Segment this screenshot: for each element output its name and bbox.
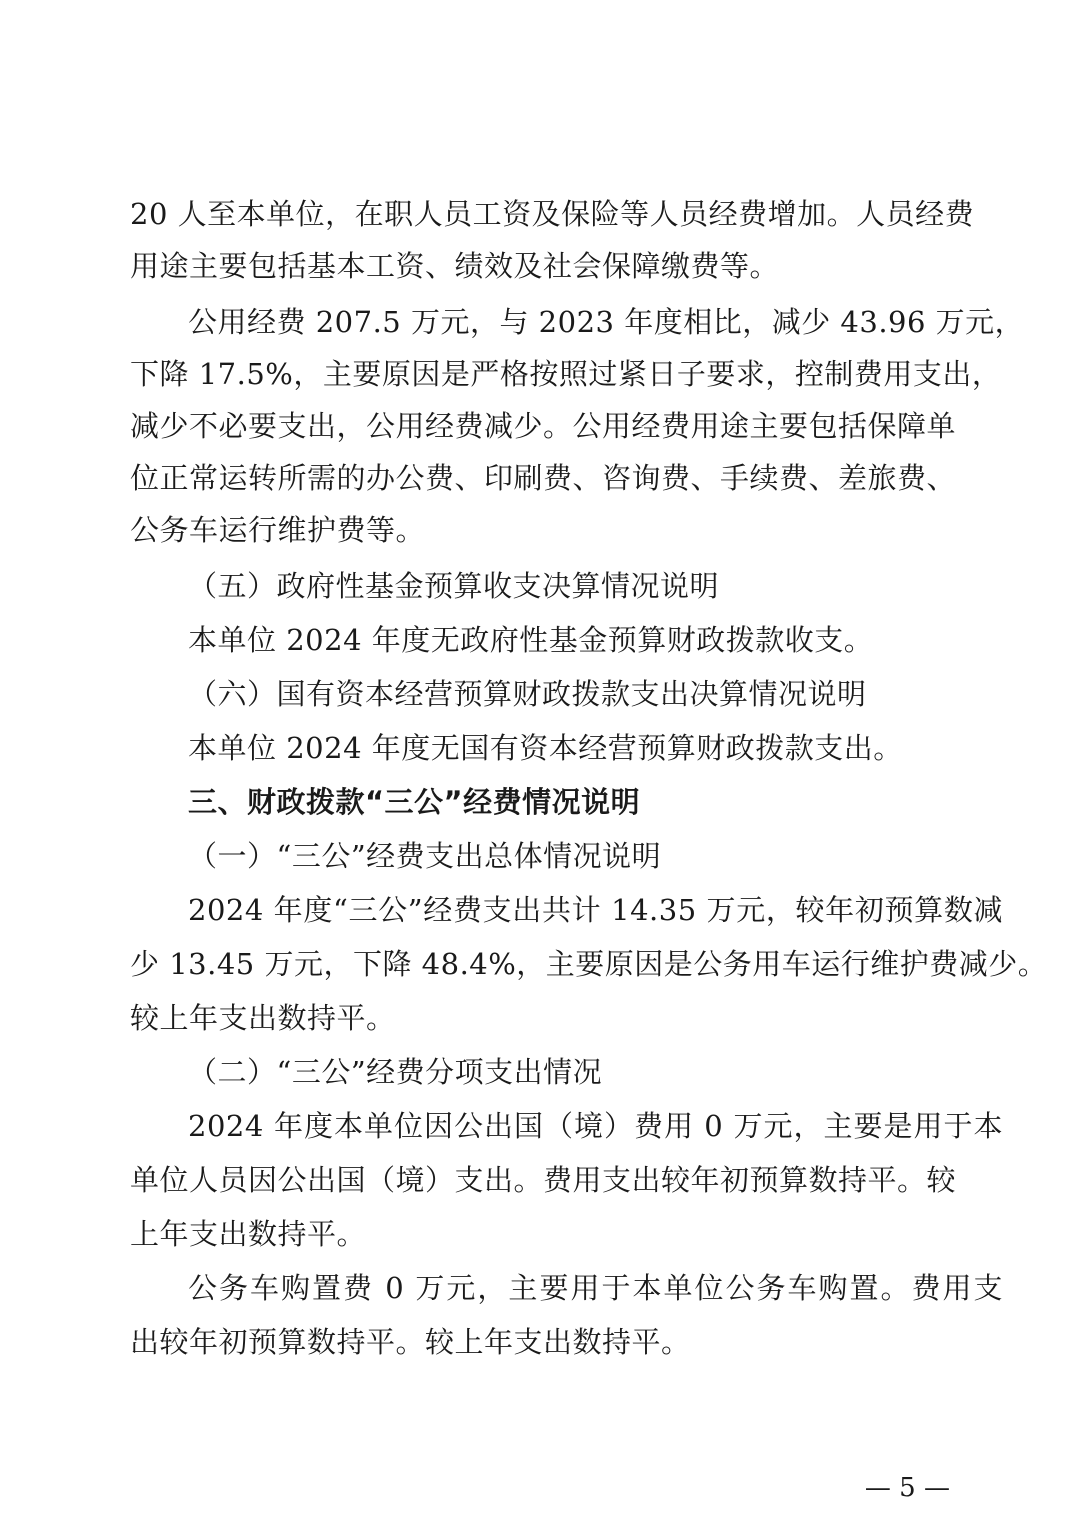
body-line: 公用经费 207.5 万元，与 2023 年度相比，减少 43.96 万元， xyxy=(188,305,1025,339)
section-heading: 三、财政拨款“三公”经费情况说明 xyxy=(188,785,641,819)
body-line: 单位人员因公出国（境）支出。费用支出较年初预算数持平。较 xyxy=(130,1163,957,1197)
body-line: 出较年初预算数持平。较上年支出数持平。 xyxy=(130,1325,691,1359)
body-line: 本单位 2024 年度无国有资本经营预算财政拨款支出。 xyxy=(188,731,903,765)
body-line: 减少不必要支出，公用经费减少。公用经费用途主要包括保障单 xyxy=(130,409,957,443)
subsection-heading: （五）政府性基金预算收支决算情况说明 xyxy=(188,569,720,603)
body-line: 上年支出数持平。 xyxy=(130,1217,367,1251)
body-line: 较上年支出数持平。 xyxy=(130,1001,396,1035)
body-line: 本单位 2024 年度无政府性基金预算财政拨款收支。 xyxy=(188,623,874,657)
subsection-heading: （六）国有资本经营预算财政拨款支出决算情况说明 xyxy=(188,677,867,711)
subsection-heading: （一）“三公”经费支出总体情况说明 xyxy=(188,839,662,873)
body-line: 2024 年度本单位因公出国（境）费用 0 万元，主要是用于本 xyxy=(188,1109,1003,1143)
body-line: 下降 17.5%，主要原因是严格按照过紧日子要求，控制费用支出， xyxy=(130,357,1002,391)
body-line: 公务车运行维护费等。 xyxy=(130,513,426,547)
body-line: 公务车购置费 0 万元，主要用于本单位公务车购置。费用支 xyxy=(188,1271,1003,1305)
body-line: 20 人至本单位，在职人员工资及保险等人员经费增加。人员经费 xyxy=(130,197,975,231)
body-line: 少 13.45 万元，下降 48.4%，主要原因是公务用车运行维护费减少。 xyxy=(130,947,1048,981)
body-line: 位正常运转所需的办公费、印刷费、咨询费、手续费、差旅费、 xyxy=(130,461,957,495)
subsection-heading: （二）“三公”经费分项支出情况 xyxy=(188,1055,603,1089)
body-line: 用途主要包括基本工资、绩效及社会保障缴费等。 xyxy=(130,249,780,283)
body-line: 2024 年度“三公”经费支出共计 14.35 万元，较年初预算数减 xyxy=(188,893,1003,927)
page-number: — 5 — xyxy=(864,1473,950,1503)
